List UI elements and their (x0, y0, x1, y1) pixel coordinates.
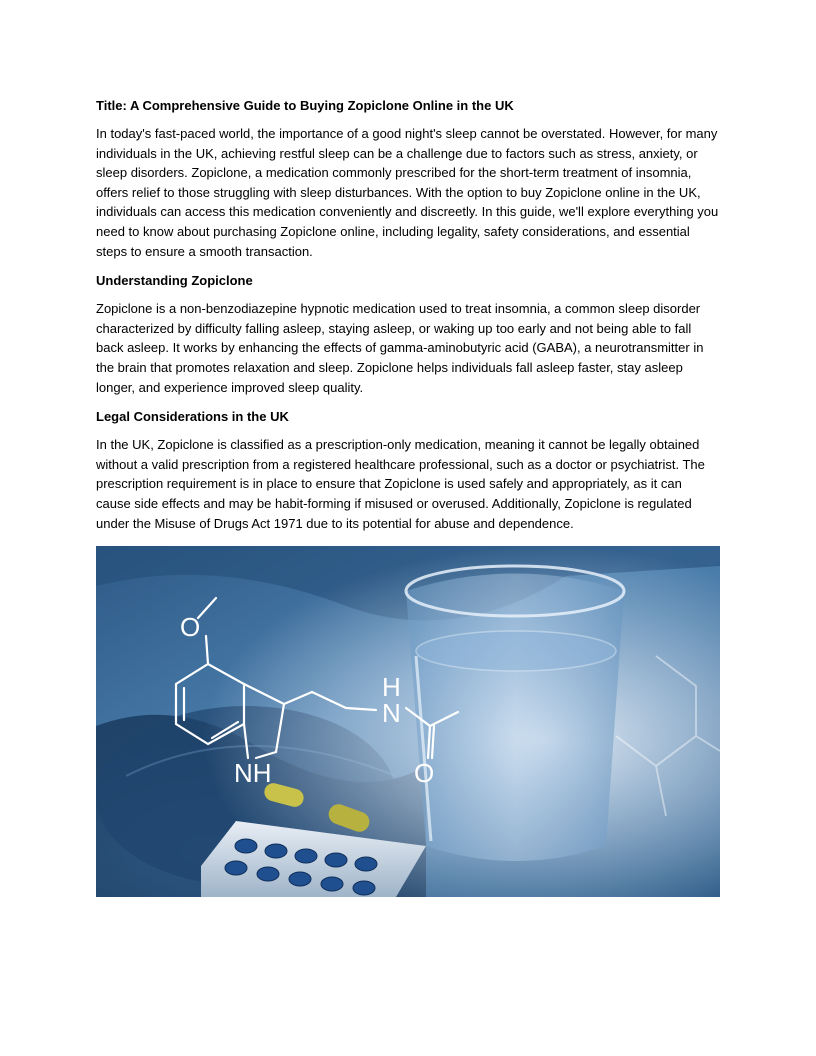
section-heading-understanding: Understanding Zopiclone (96, 273, 253, 289)
pill (321, 877, 343, 891)
pill (353, 881, 375, 895)
pill (235, 839, 257, 853)
h-amide-label: H (382, 672, 401, 702)
document-body (96, 96, 720, 543)
o-carbonyl-label: O (414, 758, 435, 788)
pill (225, 861, 247, 875)
section-body-understanding: Zopiclone is a non-benzodiazepine hypnotic medication used to treat insomnia, a common sleep disorder characterized by difficulty falling asleep, staying asleep, or waking up too early and not being able to fall back asleep. It works by enhancing the effects of gamma-aminobutyric acid (GABA), a neurotransmitter in the brain that promotes relaxation and sleep. Zopiclone helps individuals fall asleep faster, stay asleep longer, and experience improved sleep quality. (96, 301, 704, 395)
pill (355, 857, 377, 871)
oxygen-label-top: O (180, 612, 201, 642)
pill (325, 853, 347, 867)
intro-paragraph: In today's fast-paced world, the importance of a good night's sleep cannot be overstated. However, for many individuals in the UK, achieving restful sleep can be a challenge due to factors such as stress, anxiety, or sleep disorders. Zopiclone, a medication commonly prescribed for the short-term treatment of insomnia, offers relief to those struggling with sleep disturbances. With the option to buy Zopiclone online in the UK, individuals can access this medication conveniently and discreetly. In this guide, we'll explore everything you need to know about purchasing Zopiclone online, including legality, safety considerations, and essential steps to ensure a smooth transaction. (96, 126, 719, 259)
section-body-legal: In the UK, Zopiclone is classified as a prescription-only medication, meaning it cannot be legally obtained without a valid prescription from a registered healthcare professional, such as a doctor or psychiatrist. The prescription requirement is in place to ensure that Zopiclone is used safely and appropriately, as it can cause side effects and may be habit-forming if misused or overused. Additionally, Zopiclone is regulated under the Misuse of Drugs Act 1971 due to its potential for abuse and dependence. (96, 437, 705, 531)
nh-label: NH (234, 758, 272, 788)
pill (295, 849, 317, 863)
zopiclone-photo (96, 546, 720, 897)
document-title: Title: A Comprehensive Guide to Buying Zopiclone Online in the UK (96, 98, 514, 113)
pill (289, 872, 311, 886)
pill (257, 867, 279, 881)
n-amide-label: N (382, 698, 401, 728)
water-glass (406, 566, 624, 861)
pill (265, 844, 287, 858)
section-heading-legal: Legal Considerations in the UK (96, 409, 289, 425)
